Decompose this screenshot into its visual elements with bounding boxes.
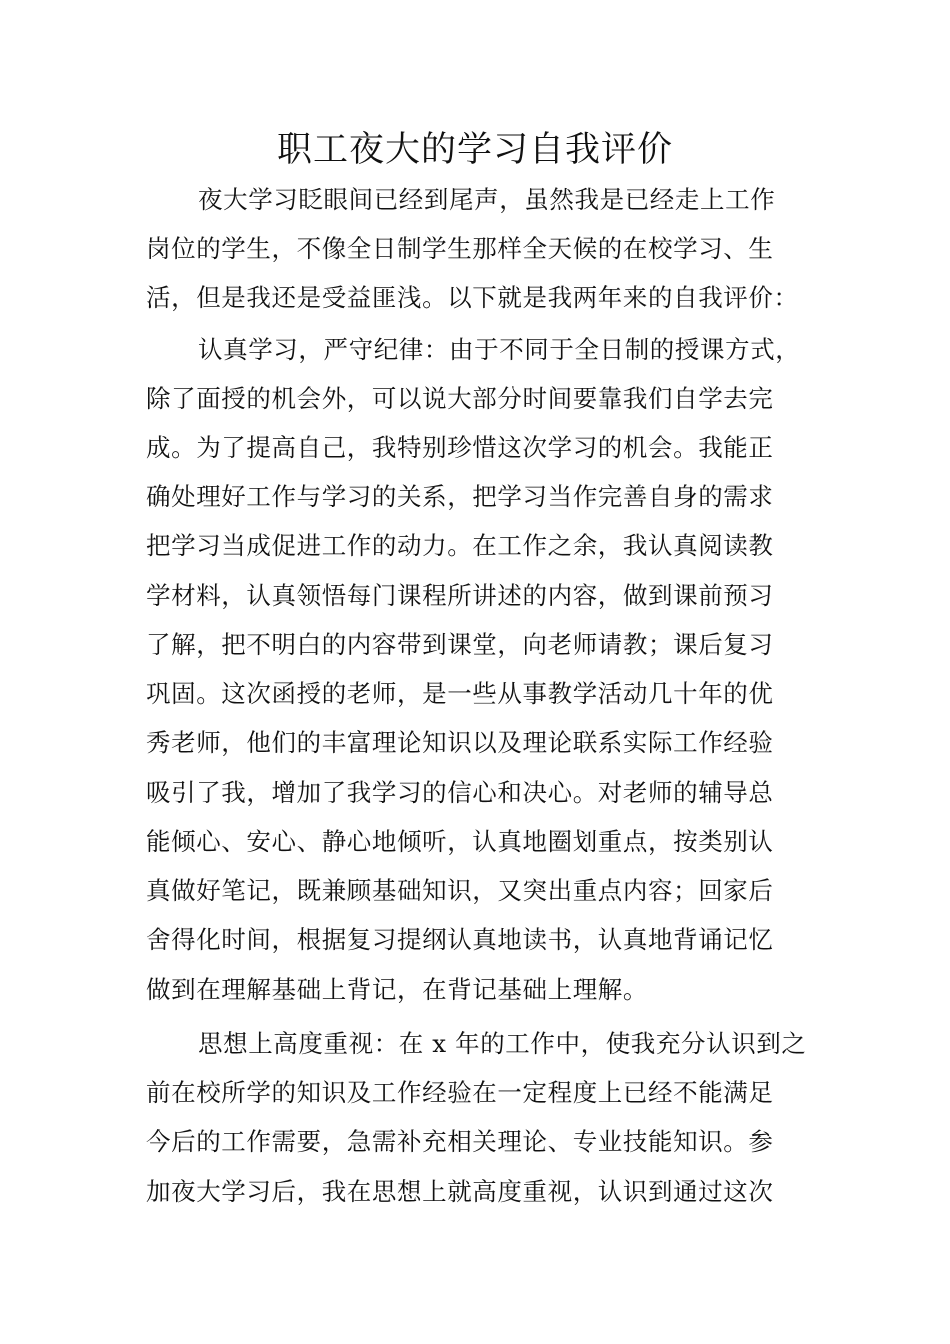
- paragraph-2-line-6: 学材料，认真领悟每门课程所讲述的内容，做到课前预习: [146, 581, 774, 610]
- paragraph-2-line-4: 确处理好工作与学习的关系，把学习当作完善自身的需求: [146, 482, 774, 511]
- document-title: 职工夜大的学习自我评价: [276, 130, 673, 170]
- paragraph-2-line-13: 舍得化时间，根据复习提纲认真地读书，认真地背诵记忆: [146, 925, 774, 954]
- paragraph-3-line-1: 思想上高度重视：在 x 年的工作中，使我充分认识到之: [198, 1029, 807, 1058]
- paragraph-2-line-7: 了解，把不明白的内容带到课堂，向老师请教；课后复习: [146, 630, 774, 659]
- paragraph-3-line-4: 加夜大学习后，我在思想上就高度重视，认识到通过这次: [146, 1177, 774, 1206]
- paragraph-2-line-2: 除了面授的机会外，可以说大部分时间要靠我们自学去完: [146, 384, 774, 413]
- paragraph-2-line-3: 成。为了提高自己，我特别珍惜这次学习的机会。我能正: [146, 433, 774, 462]
- paragraph-1-line-1: 夜大学习眨眼间已经到尾声，虽然我是已经走上工作: [198, 185, 776, 214]
- paragraph-2-line-5: 把学习当成促进工作的动力。在工作之余，我认真阅读教: [146, 531, 774, 560]
- paragraph-2-line-11: 能倾心、安心、静心地倾听，认真地圈划重点，按类别认: [146, 827, 774, 856]
- paragraph-2-line-12: 真做好笔记，既兼顾基础知识，又突出重点内容；回家后: [146, 876, 774, 905]
- paragraph-2-line-9: 秀老师，他们的丰富理论知识以及理论联系实际工作经验: [146, 728, 774, 757]
- paragraph-2-line-14: 做到在理解基础上背记，在背记基础上理解。: [146, 975, 648, 1004]
- paragraph-2-line-10: 吸引了我，增加了我学习的信心和决心。对老师的辅导总: [146, 778, 774, 807]
- paragraph-1-line-3: 活，但是我还是受益匪浅。以下就是我两年来的自我评价：: [146, 283, 799, 312]
- paragraph-3-line-2: 前在校所学的知识及工作经验在一定程度上已经不能满足: [146, 1078, 774, 1107]
- paragraph-2-line-8: 巩固。这次函授的老师，是一些从事教学活动几十年的优: [146, 679, 774, 708]
- paragraph-1-line-2: 岗位的学生，不像全日制学生那样全天候的在校学习、生: [146, 234, 774, 263]
- paragraph-2-line-1: 认真学习，严守纪律：由于不同于全日制的授课方式，: [198, 335, 801, 364]
- paragraph-3-line-3: 今后的工作需要，急需补充相关理论、专业技能知识。参: [146, 1127, 774, 1156]
